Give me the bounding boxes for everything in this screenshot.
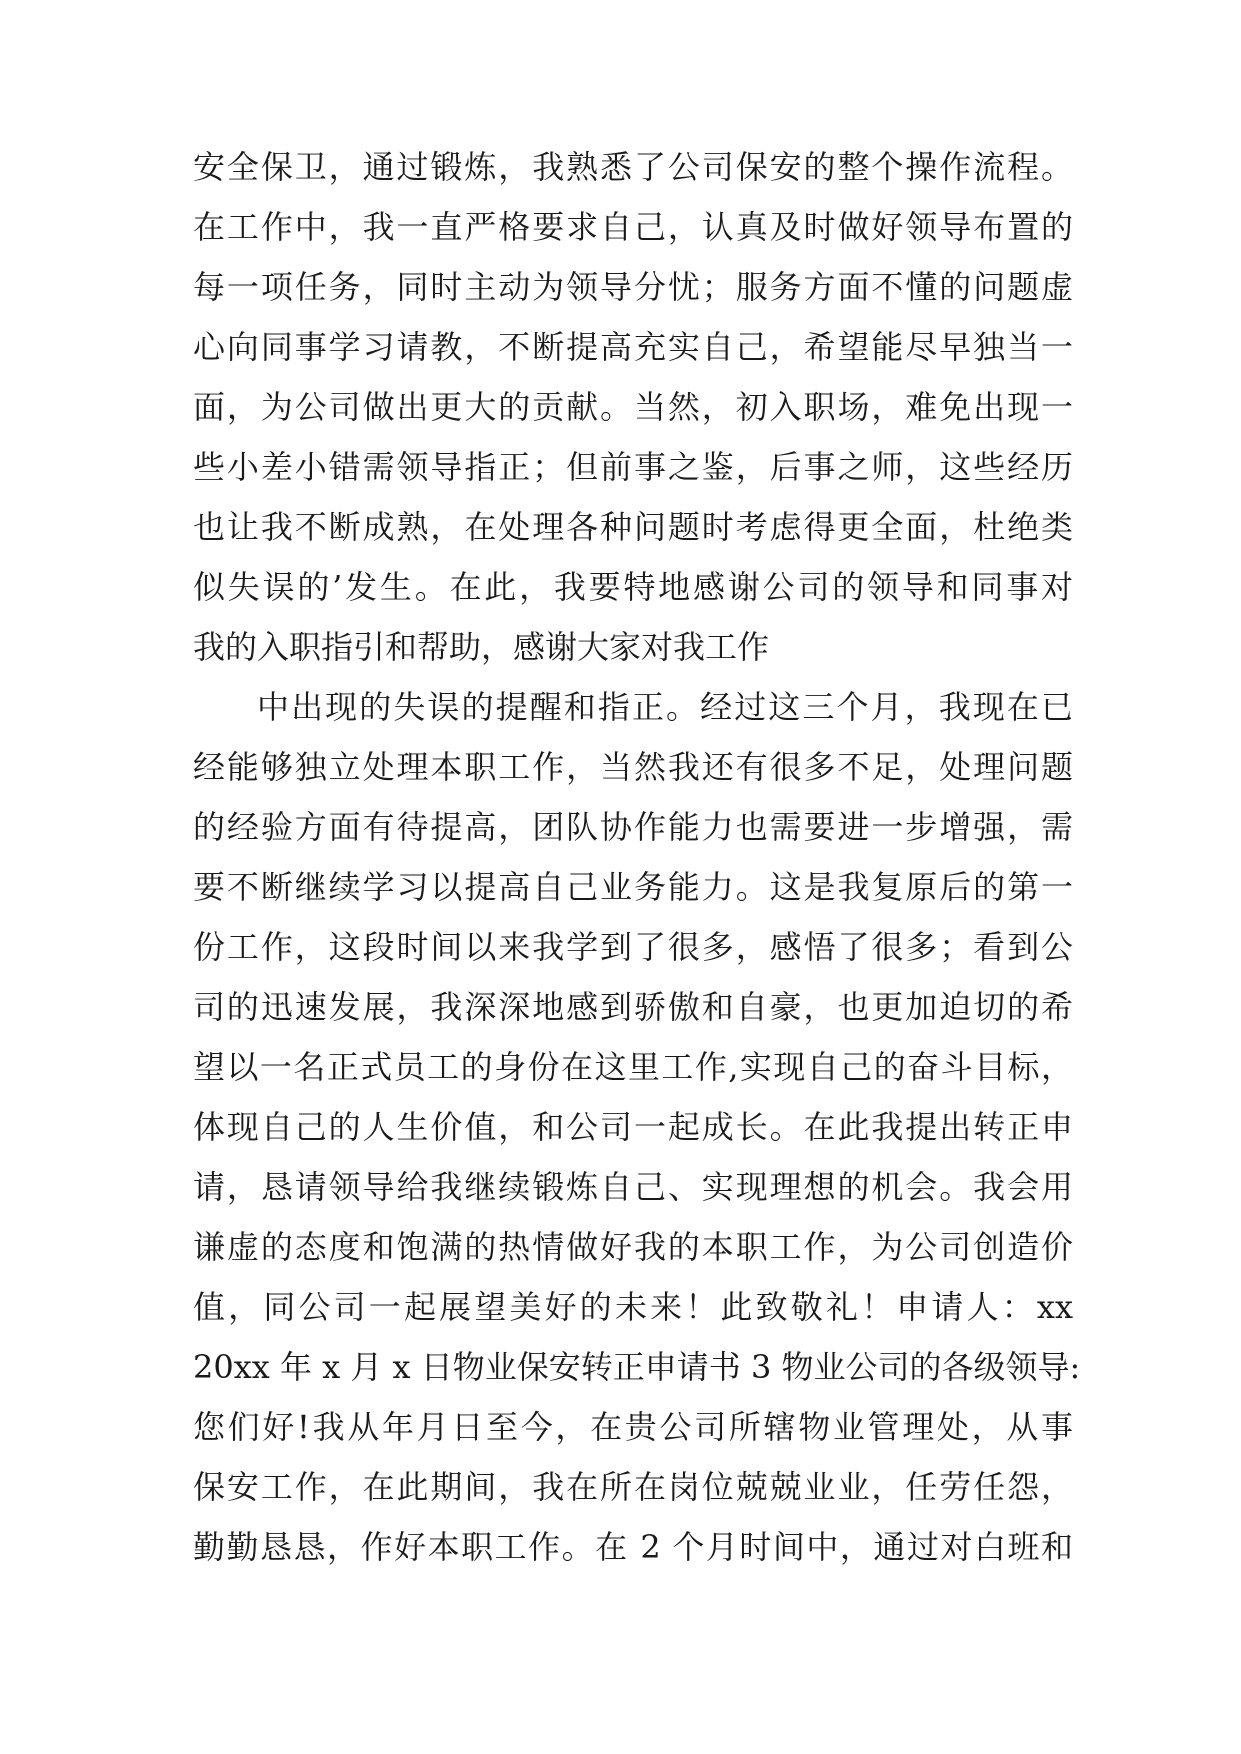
text-line: 份工作，这段时间以来我学到了很多，感悟了很多；看到公	[193, 928, 1073, 966]
text-line: 司的迅速发展，我深深地感到骄傲和自豪，也更加迫切的希	[193, 988, 1073, 1026]
text-line: 勤勤恳恳，作好本职工作。在 2 个月时间中，通过对白班和	[193, 1528, 1073, 1566]
text-line: 请，恳请领导给我继续锻炼自己、实现理想的机会。我会用	[193, 1168, 1073, 1206]
text-line: 心向同事学习请教，不断提高充实自己，希望能尽早独当一	[193, 328, 1073, 366]
text-line: 中出现的失误的提醒和指正。经过这三个月，我现在已	[257, 688, 1073, 726]
text-line: 谦虚的态度和饱满的热情做好我的本职工作，为公司创造价	[193, 1228, 1073, 1266]
text-line: 要不断继续学习以提高自己业务能力。这是我复原后的第一	[193, 868, 1073, 906]
text-line: 每一项任务，同时主动为领导分忧；服务方面不懂的问题虚	[193, 268, 1073, 306]
text-line: 似失误的’发生。在此，我要特地感谢公司的领导和同事对	[193, 568, 1073, 606]
text-line: 您们好!我从年月日至今，在贵公司所辖物业管理处，从事	[193, 1408, 1073, 1446]
text-line: 安全保卫，通过锻炼，我熟悉了公司保安的整个操作流程。	[193, 148, 1073, 186]
text-line: 我的入职指引和帮助，感谢大家对我工作	[193, 628, 770, 666]
text-line: 些小差小错需领导指正；但前事之鉴，后事之师，这些经历	[193, 448, 1073, 486]
text-line: 望以一名正式员工的身份在这里工作,实现自己的奋斗目标，	[193, 1048, 1073, 1086]
text-line: 体现自己的人生价值，和公司一起成长。在此我提出转正申	[193, 1108, 1073, 1146]
text-line: 的经验方面有待提高，团队协作能力也需要进一步增强，需	[193, 808, 1073, 846]
text-line: 值，同公司一起展望美好的未来！此致敬礼！申请人：xx	[193, 1288, 1073, 1326]
text-line: 也让我不断成熟，在处理各种问题时考虑得更全面，杜绝类	[193, 508, 1073, 546]
text-line: 保安工作，在此期间，我在所在岗位兢兢业业，任劳任怨，	[193, 1468, 1073, 1506]
text-line: 20xx 年 x 月 x 日物业保安转正申请书 3 物业公司的各级领导:	[193, 1348, 1081, 1386]
text-line: 面，为公司做出更大的贡献。当然，初入职场，难免出现一	[193, 388, 1073, 426]
text-line: 在工作中，我一直严格要求自己，认真及时做好领导布置的	[193, 208, 1073, 246]
text-line: 经能够独立处理本职工作，当然我还有很多不足，处理问题	[193, 748, 1073, 786]
